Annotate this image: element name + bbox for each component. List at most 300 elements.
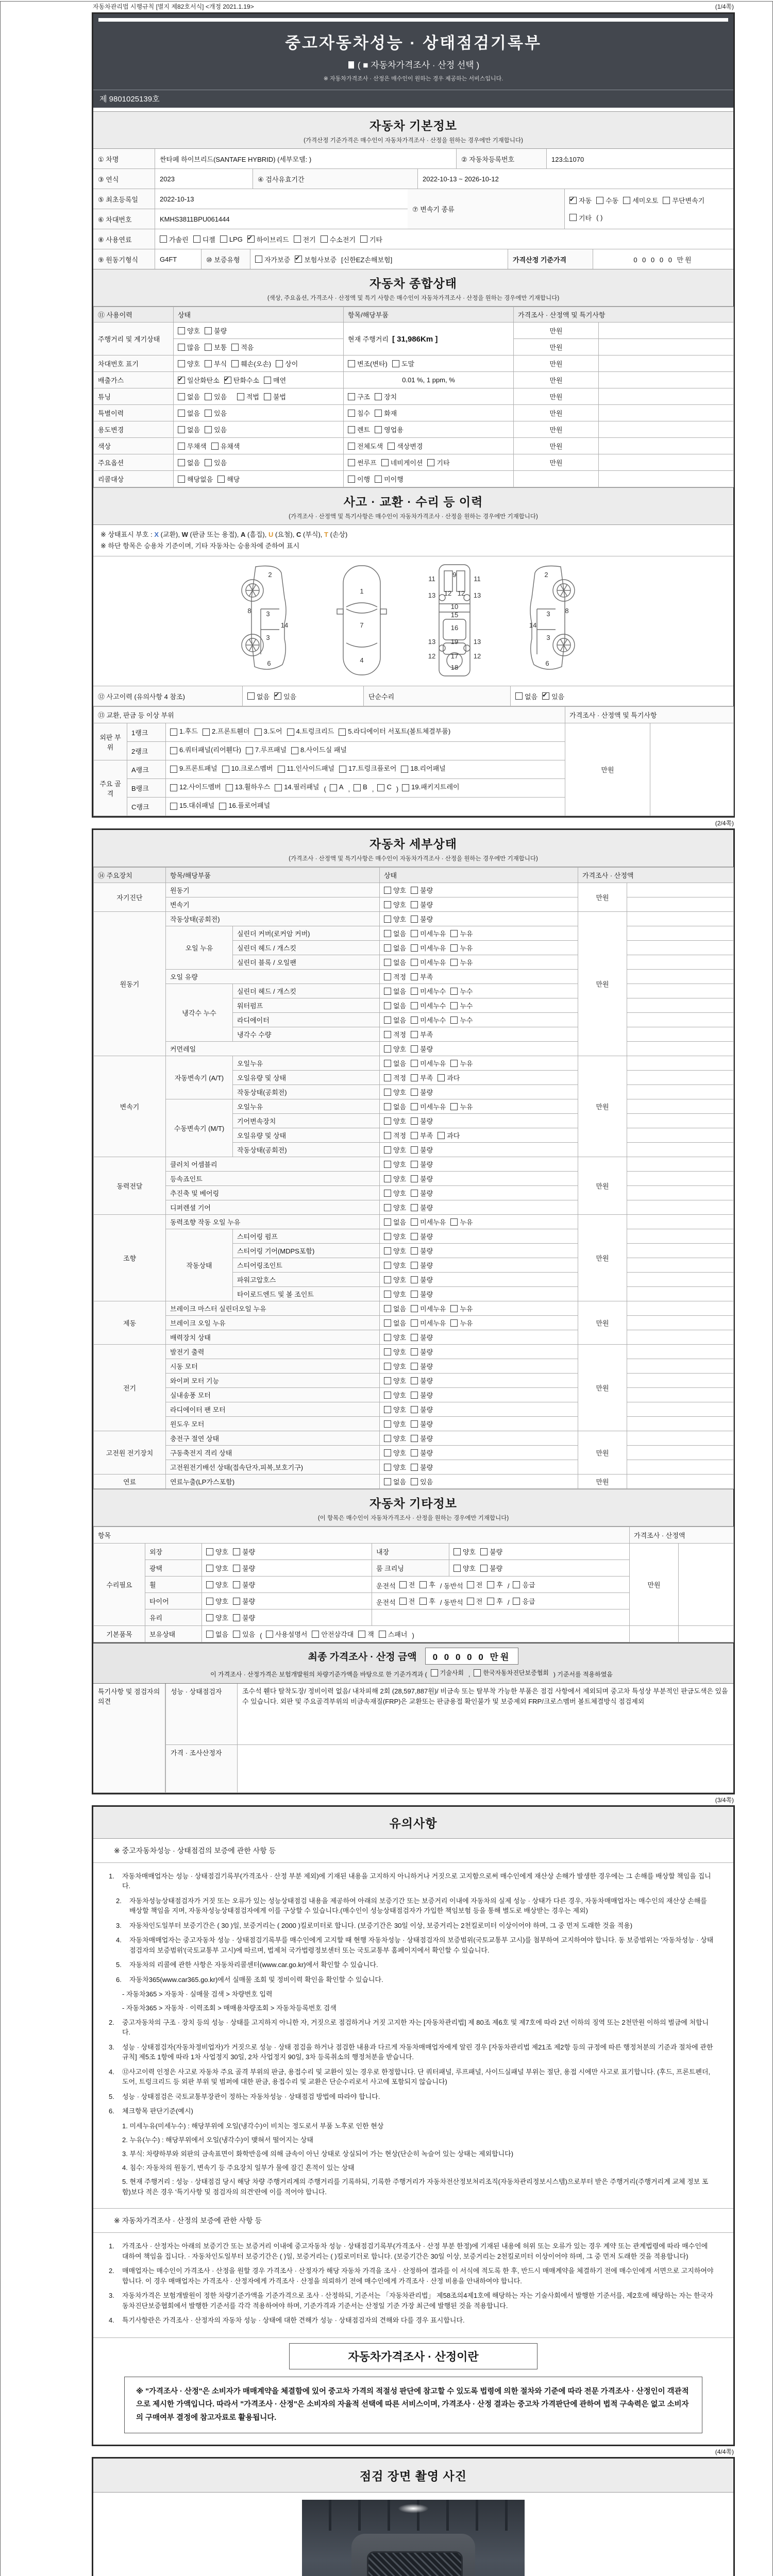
checkbox-3.도어[interactable] bbox=[255, 725, 282, 738]
checkbox-사용설명서[interactable] bbox=[266, 1629, 308, 1639]
state-cell bbox=[202, 1593, 372, 1609]
checkbox-양호[interactable] bbox=[384, 1087, 406, 1097]
checkbox-label: 양호 bbox=[187, 360, 200, 368]
checkbox-훼손(오손)[interactable] bbox=[231, 359, 271, 368]
checkbox-적정[interactable] bbox=[384, 972, 406, 981]
note-cell bbox=[627, 1417, 734, 1431]
caution-item-text: 자동차인도일부터 보증기간은 ( 30 )일, 보증거리는 ( 2000 )킬로미터로 합니다. (보증기간은 30일 이상, 보증거리는 2천킬로미터 이상이어야 하며, 그 중 먼저 도래한 것을 적용) bbox=[129, 1921, 633, 1929]
usage-history-label: 주요옵션 bbox=[94, 454, 174, 471]
checkbox-미세누유[interactable] bbox=[411, 957, 446, 967]
state-cell bbox=[174, 339, 344, 355]
checkbox-누유[interactable] bbox=[450, 957, 473, 967]
overall-title: 자동차 종합상태 bbox=[369, 277, 457, 290]
checkbox-없음[interactable] bbox=[384, 1001, 406, 1010]
checkbox-label: 많음 bbox=[187, 344, 200, 351]
checkbox-후[interactable] bbox=[419, 1580, 435, 1589]
checkbox-불량[interactable] bbox=[411, 885, 433, 895]
checkbox-없음[interactable] bbox=[178, 425, 200, 434]
checkbox-양호[interactable] bbox=[384, 1116, 406, 1126]
checkbox-도말[interactable] bbox=[392, 359, 414, 368]
checkbox-18.리어패널[interactable] bbox=[401, 762, 445, 775]
checkbox-양호[interactable] bbox=[206, 1580, 228, 1589]
checkbox-17.트렁크플로어[interactable] bbox=[339, 762, 396, 775]
checkbox-불량[interactable] bbox=[411, 1174, 433, 1183]
checkbox-없음[interactable] bbox=[384, 986, 406, 996]
checkbox-16.플로어패널[interactable] bbox=[219, 800, 270, 812]
checkbox-누수[interactable] bbox=[450, 986, 473, 996]
checkbox-양호[interactable] bbox=[384, 1332, 406, 1342]
checkbox-10.크로스멤버[interactable] bbox=[222, 762, 273, 775]
checkbox-매연[interactable] bbox=[264, 375, 286, 385]
checkbox-label: 양호 bbox=[393, 1449, 407, 1458]
checkbox-이행[interactable] bbox=[348, 474, 370, 484]
checkbox-없음[interactable] bbox=[247, 691, 270, 701]
checkbox-label: 없음 bbox=[393, 1305, 407, 1313]
checkbox-수동[interactable] bbox=[596, 195, 618, 205]
accident-title: 사고 · 교환 · 수리 등 이력 bbox=[343, 495, 483, 509]
checkbox-5.라디에이터 서포트(볼트체결부품)[interactable] bbox=[339, 725, 450, 738]
checkbox-부식[interactable] bbox=[205, 359, 227, 368]
checkbox-양호[interactable] bbox=[384, 1433, 406, 1443]
checkbox-기타[interactable] bbox=[360, 234, 382, 244]
checkbox-불량[interactable] bbox=[411, 914, 433, 924]
etc-section-header bbox=[93, 1489, 733, 1527]
checkbox-누유[interactable] bbox=[450, 1318, 473, 1328]
diagram-part-number: 11 bbox=[474, 575, 481, 583]
checkbox-box bbox=[419, 1598, 427, 1605]
checkbox-label: 없음 bbox=[187, 426, 200, 434]
checkbox-7.루프패널[interactable] bbox=[246, 744, 287, 757]
checkbox-미세누유[interactable] bbox=[411, 1303, 446, 1313]
checkbox-응급[interactable] bbox=[513, 1596, 535, 1606]
item-cell: 실린더 블록 / 오일팬 bbox=[233, 955, 380, 970]
checkbox-자동[interactable] bbox=[569, 195, 592, 205]
checkbox-하이브리드[interactable] bbox=[247, 234, 289, 244]
checkbox-2.프론트휀더[interactable] bbox=[203, 725, 250, 738]
checkbox-양호[interactable] bbox=[384, 1361, 406, 1371]
checkbox-없음[interactable] bbox=[384, 1015, 406, 1025]
checkbox-누유[interactable] bbox=[450, 928, 473, 938]
checkbox-box bbox=[384, 1319, 391, 1327]
checkbox-세미오토[interactable] bbox=[623, 195, 658, 205]
checkbox-양호[interactable] bbox=[384, 900, 406, 909]
checkbox-없음[interactable] bbox=[178, 408, 200, 418]
checkbox-누수[interactable] bbox=[450, 1015, 473, 1025]
checkbox-양호[interactable] bbox=[384, 1246, 406, 1256]
note-cell bbox=[599, 339, 734, 355]
checkbox-불량[interactable] bbox=[411, 1246, 433, 1256]
checkbox-없음[interactable] bbox=[384, 1058, 406, 1068]
checkbox-불량[interactable] bbox=[411, 1044, 433, 1054]
checkbox-양호[interactable] bbox=[384, 1044, 406, 1054]
checkbox-미세누유[interactable] bbox=[411, 1058, 446, 1068]
checkbox-화재[interactable] bbox=[375, 408, 397, 418]
checkbox-없음[interactable] bbox=[384, 957, 406, 967]
state-cell bbox=[380, 912, 578, 926]
checkbox-적법[interactable] bbox=[237, 392, 259, 401]
checkbox-한국자동차진단보증협회[interactable] bbox=[474, 1668, 549, 1677]
checkbox-색상변경[interactable] bbox=[388, 441, 423, 451]
item-cell: 스티어링 펌프 bbox=[233, 1229, 380, 1244]
checkbox-해당[interactable] bbox=[217, 474, 240, 484]
checkbox-불량[interactable] bbox=[411, 1087, 433, 1097]
checkbox-불량[interactable] bbox=[411, 1145, 433, 1155]
checkbox-불량[interactable] bbox=[205, 326, 227, 335]
checkbox-양호[interactable] bbox=[384, 1404, 406, 1414]
checkbox-잭[interactable] bbox=[358, 1629, 374, 1639]
checkbox-미세누수[interactable] bbox=[411, 1001, 446, 1010]
note-cell bbox=[627, 1287, 734, 1301]
checkbox-누유[interactable] bbox=[450, 1217, 473, 1227]
checkbox-15.대쉬패널[interactable] bbox=[170, 800, 214, 812]
table-row bbox=[94, 1544, 734, 1560]
warranty-type-options bbox=[250, 249, 508, 269]
checkbox-box bbox=[450, 1002, 458, 1009]
checkbox-box bbox=[348, 426, 355, 433]
checkbox-양호[interactable] bbox=[178, 359, 200, 368]
checkbox-영업용[interactable] bbox=[375, 425, 404, 434]
checkbox-적정[interactable] bbox=[384, 1073, 406, 1082]
checkbox-스패너[interactable] bbox=[379, 1629, 408, 1639]
checkbox-양호[interactable] bbox=[384, 885, 406, 895]
checkbox-C[interactable] bbox=[377, 781, 391, 794]
checkbox-box bbox=[206, 1548, 213, 1555]
checkbox-불량[interactable] bbox=[411, 1433, 433, 1443]
checkbox-box bbox=[375, 476, 382, 483]
checkbox-과다[interactable] bbox=[438, 1130, 460, 1140]
checkbox-양호[interactable] bbox=[384, 1347, 406, 1357]
checkbox-양호[interactable] bbox=[384, 1448, 406, 1458]
checkbox-네비게이션[interactable] bbox=[381, 457, 423, 467]
checkbox-label: 무채색 bbox=[187, 443, 207, 450]
checkbox-불량[interactable] bbox=[411, 1332, 433, 1342]
checkbox-box bbox=[178, 426, 185, 433]
checkbox-14.필러패널[interactable] bbox=[275, 781, 319, 794]
checkbox-무단변속기[interactable] bbox=[663, 195, 704, 205]
checkbox-양호[interactable] bbox=[206, 1563, 228, 1573]
checkbox-유채색[interactable] bbox=[211, 441, 240, 451]
checkbox-미세누수[interactable] bbox=[411, 986, 446, 996]
checkbox-변조(변타)[interactable] bbox=[348, 359, 388, 368]
state-cell bbox=[380, 1287, 578, 1301]
state-cell bbox=[380, 1085, 578, 1099]
checkbox-없음[interactable] bbox=[384, 943, 406, 953]
checkbox-label: 구조 bbox=[357, 393, 371, 401]
caution-sub-items bbox=[122, 2121, 715, 2198]
checkbox-수소전기[interactable] bbox=[321, 234, 356, 244]
caution-item-number: 5. bbox=[116, 1961, 122, 1969]
checkbox-불량[interactable] bbox=[411, 1462, 433, 1472]
text-token: , bbox=[468, 1670, 470, 1678]
checkbox-적음[interactable] bbox=[231, 342, 254, 352]
checkbox-전[interactable] bbox=[467, 1596, 483, 1606]
state-cell bbox=[174, 471, 344, 487]
checkbox-양호[interactable] bbox=[384, 1260, 406, 1270]
checkbox-label: 응급 bbox=[522, 1581, 535, 1589]
accident-history-row bbox=[93, 686, 733, 706]
checkbox-기술사회[interactable] bbox=[431, 1668, 464, 1677]
checkbox-box bbox=[438, 1074, 445, 1081]
checkbox-탄화수소[interactable] bbox=[224, 375, 259, 385]
checkbox-기타[interactable] bbox=[427, 457, 449, 467]
checkbox-무채색[interactable] bbox=[178, 441, 207, 451]
checkbox-B[interactable] bbox=[354, 781, 367, 794]
checkbox-양호[interactable] bbox=[384, 914, 406, 924]
checkbox-불량[interactable] bbox=[233, 1613, 255, 1622]
checkbox-box bbox=[247, 235, 255, 243]
simple-repair-options bbox=[511, 686, 733, 706]
page-mark-4: (4/4쪽) bbox=[715, 2448, 734, 2456]
checkbox-양호[interactable] bbox=[206, 1596, 228, 1606]
checkbox-불량[interactable] bbox=[233, 1563, 255, 1573]
checkbox-양호[interactable] bbox=[384, 1275, 406, 1284]
checkbox-응급[interactable] bbox=[513, 1580, 535, 1589]
checkbox-양호[interactable] bbox=[384, 1188, 406, 1198]
checkbox-양호[interactable] bbox=[384, 1289, 406, 1299]
checkbox-box bbox=[663, 197, 670, 204]
checkbox-없음[interactable] bbox=[206, 1629, 228, 1639]
checkbox-불량[interactable] bbox=[233, 1547, 255, 1556]
checkbox-누유[interactable] bbox=[450, 943, 473, 953]
checkbox-미세누유[interactable] bbox=[411, 943, 446, 953]
checkbox-불량[interactable] bbox=[480, 1563, 502, 1573]
checkbox-있음[interactable] bbox=[542, 691, 564, 701]
checkbox-누유[interactable] bbox=[450, 1101, 473, 1111]
checkbox-box bbox=[220, 235, 227, 243]
usage-history-label: 주행거리 및 계기상태 bbox=[94, 323, 174, 355]
checkbox-불량[interactable] bbox=[411, 1390, 433, 1400]
checkbox-A[interactable] bbox=[330, 781, 344, 794]
checkbox-label: 불량 bbox=[420, 1146, 433, 1155]
checkbox-있음[interactable] bbox=[274, 691, 296, 701]
checkbox-자가보증[interactable] bbox=[255, 255, 290, 264]
checkbox-불량[interactable] bbox=[233, 1596, 255, 1606]
checkbox-11.인사이드패널[interactable] bbox=[278, 762, 334, 775]
checkbox-불량[interactable] bbox=[411, 1376, 433, 1385]
table-row bbox=[94, 1345, 734, 1359]
checkbox-가솔린[interactable] bbox=[160, 234, 189, 244]
table-row bbox=[93, 169, 733, 189]
checkbox-양호[interactable] bbox=[384, 1462, 406, 1472]
diagram-part-number: 9 bbox=[452, 571, 457, 579]
checkbox-일산화탄소[interactable] bbox=[178, 375, 220, 385]
checkbox-양호[interactable] bbox=[453, 1563, 476, 1573]
checkbox-label: 화재 bbox=[384, 410, 397, 417]
checkbox-불량[interactable] bbox=[233, 1580, 255, 1589]
checkbox-침수[interactable] bbox=[348, 408, 370, 418]
note-cell bbox=[627, 1071, 734, 1085]
checkbox-box bbox=[467, 1598, 474, 1605]
checkbox-전[interactable] bbox=[399, 1596, 415, 1606]
checkbox-있음[interactable] bbox=[205, 425, 227, 434]
checkbox-box bbox=[348, 443, 355, 450]
checkbox-없음[interactable] bbox=[384, 928, 406, 938]
checkbox-없음[interactable] bbox=[515, 691, 537, 701]
checkbox-누유[interactable] bbox=[450, 1303, 473, 1313]
checkbox-과다[interactable] bbox=[438, 1073, 460, 1082]
checkbox-전체도색[interactable] bbox=[348, 441, 383, 451]
checkbox-양호[interactable] bbox=[453, 1547, 476, 1556]
checkbox-없음[interactable] bbox=[384, 1477, 406, 1486]
checkbox-미세누수[interactable] bbox=[411, 1015, 446, 1025]
checkbox-보험사보증[interactable] bbox=[295, 255, 337, 264]
checkbox-불법[interactable] bbox=[264, 392, 286, 401]
final-price-amount: 0 0 0 0 0 만원 bbox=[425, 1648, 519, 1665]
checkbox-양호[interactable] bbox=[384, 1231, 406, 1241]
checkbox-양호[interactable] bbox=[384, 1376, 406, 1385]
checkbox-안전삼각대[interactable] bbox=[312, 1629, 354, 1639]
checkbox-양호[interactable] bbox=[206, 1547, 228, 1556]
checkbox-구조[interactable] bbox=[348, 392, 370, 401]
checkbox-누유[interactable] bbox=[450, 1058, 473, 1068]
checkbox-box bbox=[219, 803, 226, 810]
checkbox-불량[interactable] bbox=[411, 1231, 433, 1241]
checkbox-양호[interactable] bbox=[384, 1419, 406, 1429]
checkbox-많음[interactable] bbox=[178, 342, 200, 352]
checkbox-불량[interactable] bbox=[411, 900, 433, 909]
checkbox-있음[interactable] bbox=[411, 1477, 433, 1486]
checkbox-누수[interactable] bbox=[450, 1001, 473, 1010]
checkbox-label: 양호 bbox=[187, 327, 200, 335]
checkbox-불량[interactable] bbox=[411, 1202, 433, 1212]
checkbox-불량[interactable] bbox=[411, 1116, 433, 1126]
checkbox-부족[interactable] bbox=[411, 1029, 433, 1039]
checkbox-9.프론트패널[interactable] bbox=[170, 762, 217, 775]
checkbox-장치[interactable] bbox=[375, 392, 397, 401]
checkbox-8.사이드실 패널[interactable] bbox=[291, 744, 347, 757]
checkbox-양호[interactable] bbox=[178, 326, 200, 335]
checkbox-불량[interactable] bbox=[411, 1404, 433, 1414]
accident-history-options bbox=[243, 686, 364, 706]
checkbox-불량[interactable] bbox=[411, 1448, 433, 1458]
checkbox-전[interactable] bbox=[399, 1580, 415, 1589]
checkbox-있음[interactable] bbox=[205, 408, 227, 418]
checkbox-적정[interactable] bbox=[384, 1029, 406, 1039]
checkbox-있음[interactable] bbox=[233, 1629, 255, 1639]
checkbox-양호[interactable] bbox=[384, 1174, 406, 1183]
column-header: 항목/해당부품 bbox=[166, 868, 380, 883]
checkbox-label: 스패너 bbox=[388, 1631, 408, 1639]
checkbox-해당없음[interactable] bbox=[178, 474, 213, 484]
checkbox-디젤[interactable] bbox=[193, 234, 215, 244]
checkbox-양호[interactable] bbox=[384, 1390, 406, 1400]
checkbox-label: 누유 bbox=[460, 1218, 473, 1227]
checkbox-불량[interactable] bbox=[411, 1275, 433, 1284]
checkbox-부족[interactable] bbox=[411, 1130, 433, 1140]
checkbox-box bbox=[375, 426, 382, 433]
checkbox-부족[interactable] bbox=[411, 1073, 433, 1082]
checkbox-box bbox=[515, 692, 523, 700]
checkbox-불량[interactable] bbox=[411, 1260, 433, 1270]
checkbox-불량[interactable] bbox=[480, 1547, 502, 1556]
checkbox-1.후드[interactable] bbox=[170, 725, 198, 738]
checkbox-불량[interactable] bbox=[411, 1419, 433, 1429]
checkbox-미세누유[interactable] bbox=[411, 1318, 446, 1328]
checkbox-19.패키지트레이[interactable] bbox=[402, 781, 459, 794]
checkbox-box bbox=[348, 476, 355, 483]
checkbox-label: 18.리어패널 bbox=[410, 765, 446, 773]
checkbox-있음[interactable] bbox=[205, 457, 227, 467]
device-group-cell: 연료 bbox=[94, 1475, 166, 1489]
checkbox-6.쿼터패널(리어휀다)[interactable] bbox=[170, 744, 241, 757]
checkbox-부족[interactable] bbox=[411, 972, 433, 981]
checkbox-불량[interactable] bbox=[411, 1188, 433, 1198]
checkbox-4.트렁크리드[interactable] bbox=[287, 725, 334, 738]
checkbox-불량[interactable] bbox=[411, 1361, 433, 1371]
checkbox-label: 양호 bbox=[215, 1548, 229, 1556]
checkbox-13.휠하우스[interactable] bbox=[226, 781, 270, 794]
checkbox-LPG[interactable] bbox=[220, 235, 243, 243]
checkbox-없음[interactable] bbox=[178, 392, 200, 401]
checkbox-불량[interactable] bbox=[411, 1159, 433, 1169]
checkbox-box bbox=[411, 988, 418, 995]
caution-item-number: 3. bbox=[109, 2043, 114, 2051]
checkbox-양호[interactable] bbox=[206, 1613, 228, 1622]
checkbox-후[interactable] bbox=[419, 1596, 435, 1606]
checkbox-기타[interactable] bbox=[569, 213, 592, 223]
checkbox-label: 잭 bbox=[367, 1631, 374, 1639]
note-cell bbox=[627, 1316, 734, 1330]
text-token: ) bbox=[396, 785, 399, 793]
checkbox-미이행[interactable] bbox=[375, 474, 404, 484]
checkbox-후[interactable] bbox=[487, 1596, 503, 1606]
checkbox-상이[interactable] bbox=[276, 359, 298, 368]
checkbox-label: 불량 bbox=[420, 1161, 433, 1169]
checkbox-양호[interactable] bbox=[384, 1145, 406, 1155]
note-cell bbox=[679, 1544, 734, 1626]
checkbox-12.사이드멤버[interactable] bbox=[170, 781, 221, 794]
checkbox-label: 탄화수소 bbox=[233, 377, 260, 384]
checkbox-label: 양호 bbox=[393, 1161, 407, 1169]
checkbox-없음[interactable] bbox=[384, 1217, 406, 1227]
device-group-cell: 원동기 bbox=[94, 912, 166, 1056]
checkbox-전기[interactable] bbox=[294, 234, 316, 244]
checkbox-후[interactable] bbox=[487, 1580, 503, 1589]
checkbox-렌트[interactable] bbox=[348, 425, 370, 434]
checkbox-box bbox=[226, 784, 233, 791]
rank-name-cell: A랭크 bbox=[127, 760, 166, 779]
checkbox-box bbox=[411, 1319, 418, 1327]
price-cell: 만원 bbox=[578, 1215, 627, 1301]
checkbox-양호[interactable] bbox=[384, 1159, 406, 1169]
item-cell: 작동상태(공회전) bbox=[166, 912, 380, 926]
checkbox-box bbox=[206, 1614, 213, 1621]
checkbox-보통[interactable] bbox=[205, 342, 227, 352]
checkbox-없음[interactable] bbox=[384, 1318, 406, 1328]
checkbox-불량[interactable] bbox=[411, 1347, 433, 1357]
checkbox-미세누유[interactable] bbox=[411, 928, 446, 938]
checkbox-미세누유[interactable] bbox=[411, 1217, 446, 1227]
device-group-cell: 자기진단 bbox=[94, 883, 166, 912]
checkbox-있음[interactable] bbox=[205, 392, 227, 401]
checkbox-box bbox=[411, 1190, 418, 1197]
checkbox-적정[interactable] bbox=[384, 1130, 406, 1140]
table-row bbox=[94, 926, 734, 941]
accident-section-header bbox=[93, 487, 733, 525]
checkbox-box bbox=[411, 1204, 418, 1211]
checkbox-전[interactable] bbox=[467, 1580, 483, 1589]
checkbox-불량[interactable] bbox=[411, 1289, 433, 1299]
checkbox-양호[interactable] bbox=[384, 1202, 406, 1212]
state-cell bbox=[380, 1172, 578, 1186]
checkbox-없음[interactable] bbox=[178, 457, 200, 467]
checkbox-미세누유[interactable] bbox=[411, 1101, 446, 1111]
caution-item-text: 자동차매매업자는 중고자동차 성능 · 상태점검기록부를 매수인에게 고지할 때 현행 자동차성능 · 상태점검자의 보증범위(국토교통부 고시)를 첨부하여 고지하여야 합니다. 동 보증범위는 '자동차성능 · 상태점검자의 보증범위'(국토교통부 고시)에 따르며, 법제처 국가법령정보센터 또는 국토교통부 홈페이지에서 확인할 수 있습니다. bbox=[129, 1936, 714, 1954]
checkbox-없음[interactable] bbox=[384, 1101, 406, 1111]
checkbox-없음[interactable] bbox=[384, 1303, 406, 1313]
checkbox-label: 색상변경 bbox=[397, 443, 423, 450]
checkbox-썬루프[interactable] bbox=[348, 457, 377, 467]
